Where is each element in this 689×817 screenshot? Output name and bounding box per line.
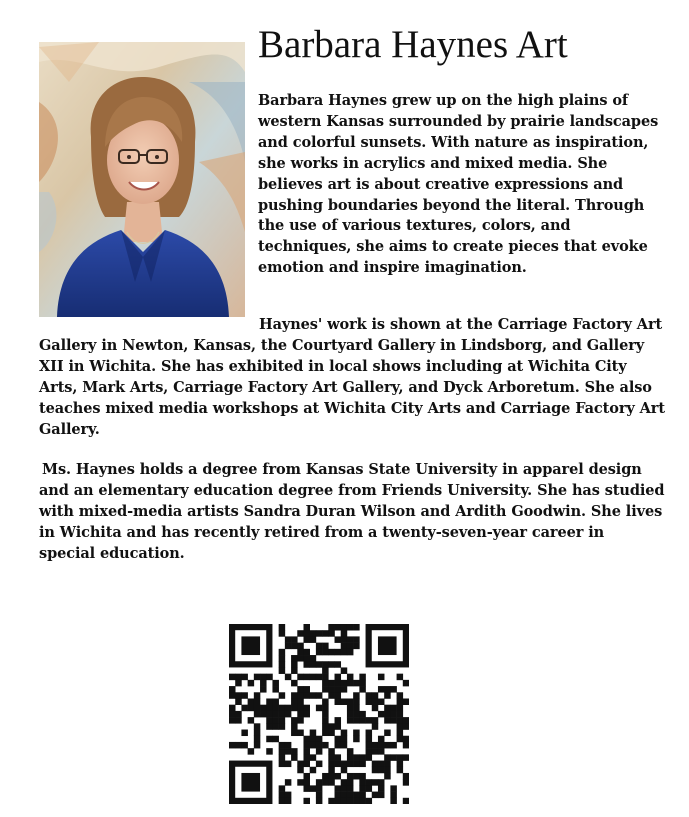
qr-code[interactable] xyxy=(229,624,409,804)
qr-code-icon xyxy=(229,624,409,804)
portrait-photo-icon xyxy=(39,42,245,317)
page-title: Barbara Haynes Art xyxy=(258,23,568,66)
bio-paragraph-exhibitions: Haynes' work is shown at the Carriage Factory Art Gallery in Newton, Kansas, the Courtyard Gallery in Lindsborg, and Gallery XII in Wichita. She has exhibited in local shows including at Wichita City Arts, Mark Arts, Carriage Factory Art Gallery, and Dyck Arboretum. She also teaches mixed media workshops at Wichita City Arts and Carriage Factory Art Gallery. xyxy=(39,316,665,438)
bio-paragraph-intro: Barbara Haynes grew up on the high plains of western Kansas surrounded by prairie landscapes and colorful sunsets. With nature as inspiration, she works in acrylics and mixed media. She believes art is about creative expressions and pushing boundaries beyond the literal. Through the use of various textures, colors, and techniques, she aims to create pieces that evoke emotion and inspire imagination. xyxy=(258,92,659,277)
artist-portrait xyxy=(39,42,245,317)
bio-paragraph-education: Ms. Haynes holds a degree from Kansas State University in apparel design and an elementary education degree from Friends University. She has studied with mixed-media artists Sandra Duran Wilson and Ardith Goodwin. She lives in Wichita and has recently retired from a twenty-seven-year career in special education. xyxy=(39,461,665,562)
